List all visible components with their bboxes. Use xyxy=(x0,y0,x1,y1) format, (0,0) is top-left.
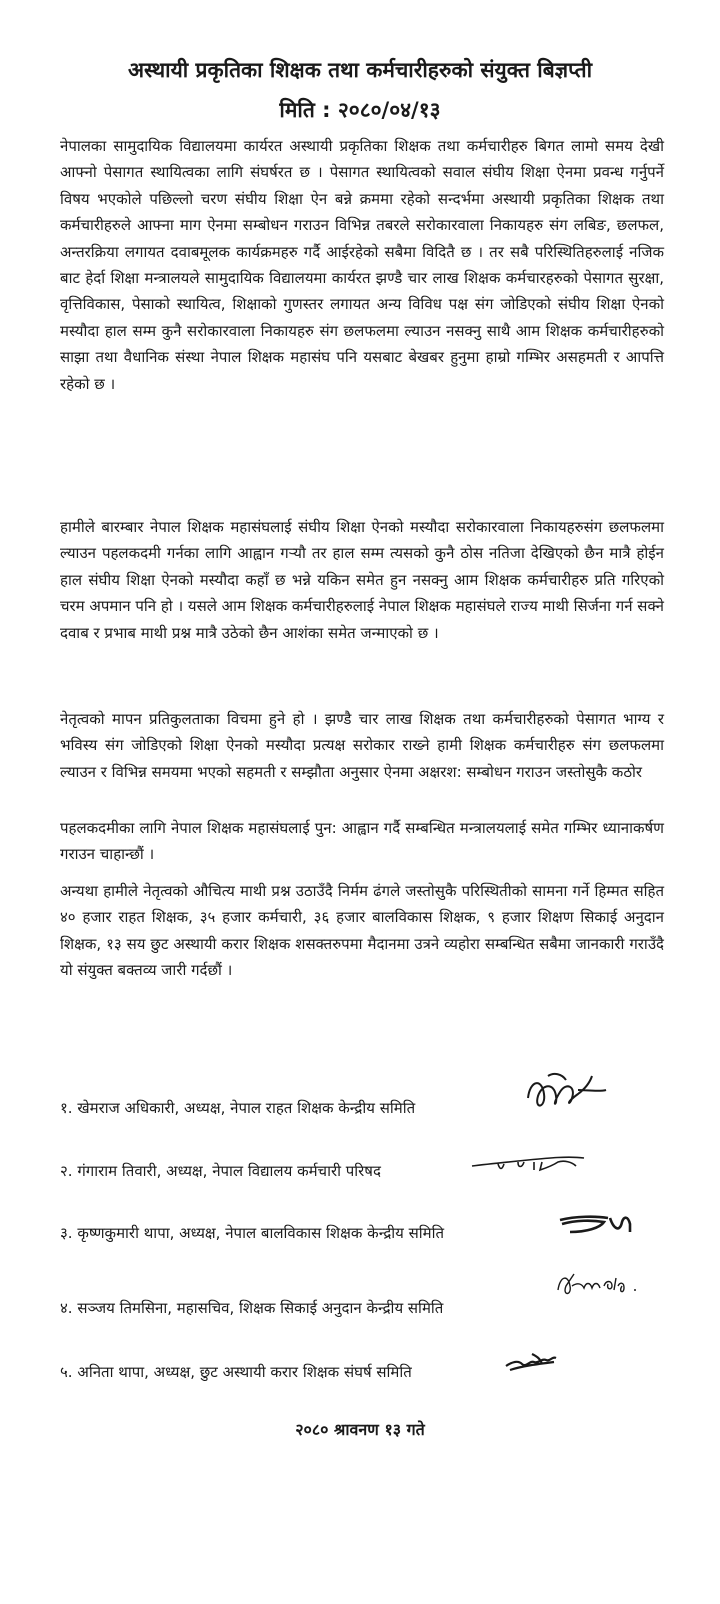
signature-5 xyxy=(502,1350,562,1376)
document-date: मिति : २०८०/०४/१३ xyxy=(279,98,441,122)
signatory-text: कृष्णकुमारी थापा, अध्यक्ष, नेपाल बालविकास शिक्षक केन्द्रीय समिति xyxy=(77,1224,445,1242)
signatory-text: सञ्जय तिमसिना, महासचिव, शिक्षक सिकाई अनुदान केन्द्रीय समिति xyxy=(77,1299,444,1317)
paragraph-4: पहलकदमीका लागि नेपाल शिक्षक महासंघलाई पुन: आह्वान गर्दै सम्बन्धित मन्त्रालयलाई समेत गम्भिर ध्यानाकर्षण गराउन चाहान्छौं । xyxy=(60,819,664,864)
signatory-2 xyxy=(60,1160,381,1182)
signatory-number: १. xyxy=(60,1099,73,1117)
document-title: अस्थायी प्रकृतिका शिक्षक तथा कर्मचारीहरुको संयुक्त बिज्ञप्ती xyxy=(127,58,593,82)
paragraph-5: अन्यथा हामीले नेतृत्वको औचित्य माथी प्रश्न उठाउँदै निर्मम ढंगले जस्तोसुकै परिस्थितीको सामना गर्ने हिम्मत सहित ४० हजार राहत शिक्षक, ३५ हजार कर्मचारी, ३६ हजार बालविकास शिक्षक, ९ हजार शिक्षण सिकाई अनुदान शिक्षक, १३ सय छुट अस्थायी करार शिक्षक शसक्तरुपमा मैदानमा उत्रने व्यहोरा सम्बन्धित सबैमा जानकारी गराउँदै यो संयुक्त बक्तव्य जारी गर्दछौं । xyxy=(60,882,664,980)
paragraph-2: हामीले बारम्बार नेपाल शिक्षक महासंघलाई संघीय शिक्षा ऐनको मस्यौदा सरोकारवाला निकायहरुसंग छलफलमा ल्याउन पहलकदमी गर्नका लागि आह्वान गर्‍यौ तर हाल सम्म त्यसको कुनै ठोस नतिजा देखिएको छैन मात्रै होईन हाल संघीय शिक्षा ऐनको मस्यौदा कहाँ छ भन्ने यकिन समेत हुन नसक्नु आम शिक्षक कर्मचारीहरु प्रति गरिएको चरम अपमान पनि हो । यसले आम शिक्षक कर्मचारीहरुलाई नेपाल शिक्षक महासंघले राज्य माथी सिर्जना गर्न सक्ने दवाब र प्रभाब माथी प्रश्न मात्रै उठेको छैन आशंका समेत जन्माएको छ । xyxy=(60,518,664,642)
paragraph-3: नेतृत्वको मापन प्रतिकुलताका विचमा हुने हो । झण्डै चार लाख शिक्षक तथा कर्मचारीहरुको पेसागत भाग्य र भविस्य संग जोडिएको शिक्षा ऐनको मस्यौदा प्रत्यक्ष सरोकार राख्ने हामी शिक्षक कर्मचारीहरु संग छलफलमा ल्याउन र विभिन्न समयमा भएको सहमती र सम्झौता अनुसार ऐनमा अक्षरश: सम्बोधन गराउन जस्तोसुकै कठोर xyxy=(60,710,664,781)
signature-1 xyxy=(520,1068,610,1116)
paragraph-1: नेपालका सामुदायिक विद्यालयमा कार्यरत अस्थायी प्रकृतिका शिक्षक तथा कर्मचारीहरु बिगत लामो समय देखी आफ्नो पेसागत स्थायित्वका लागि संघर्षरत छ । पेसागत स्थायित्वको सवाल संघीय शिक्षा ऐनमा प्रवन्ध गर्नुपर्ने विषय भएकोले पछिल्लो चरण संघीय शिक्षा ऐन बन्ने क्रममा रहेको सन्दर्भमा अस्थायी प्रकृतिका शिक्षक तथा कर्मचारीहरुले आफ्ना माग ऐनमा सम्बोधन गराउन विभिन्न तबरले सरोकारवाला निकायहरु संग लबिङ, छलफल, अन्तरक्रिया लगायत दवाबमूलक कार्यक्रमहरु गर्दै आईरहेको सबैमा विदितै छ । तर सबै परिस्थितिहरुलाई नजिक बाट हेर्दा शिक्षा मन्त्रालयले सामुदायिक विद्यालयमा कार्यरत झण्डै चार लाख शिक्षक कर्मचारहरुको पेसागत सुरक्षा, वृत्तिविकास, पेसाको स्थायित्व, शिक्षाको गुणस्तर लगायत अन्य विविध पक्ष संग जोडिएको संघीय शिक्षा ऐनको मस्यौदा हाल सम्म कुनै सरोकारवाला निकायहरु संग छलफलमा ल्याउन नसक्नु साथै आम शिक्षक कर्मचारीहरुको साझा तथा वैधानिक संस्था नेपाल शिक्षक महासंघ पनि यसबाट बेखबर हुनुमा हाम्रो गम्भिर असहमती र आपत्ति रहेको छ । xyxy=(60,137,664,393)
signatory-number: ३. xyxy=(60,1224,73,1242)
signatory-text: गंगाराम तिवारी, अध्यक्ष, नेपाल विद्यालय कर्मचारी परिषद xyxy=(77,1162,381,1180)
signatory-number: २. xyxy=(60,1162,73,1180)
signatory-3 xyxy=(60,1222,444,1244)
signatory-number: ४. xyxy=(60,1299,73,1317)
signature-2 xyxy=(468,1150,588,1178)
signatory-5 xyxy=(60,1361,412,1383)
signatory-number: ५. xyxy=(60,1363,73,1381)
signatory-text: अनिता थापा, अध्यक्ष, छुट अस्थायी करार शिक्षक संघर्ष समिति xyxy=(77,1363,412,1381)
signatory-1 xyxy=(60,1097,415,1119)
signatory-4 xyxy=(60,1297,443,1319)
signature-3 xyxy=(556,1210,636,1238)
signatory-text: खेमराज अधिकारी, अध्यक्ष, नेपाल राहत शिक्षक केन्द्रीय समिति xyxy=(77,1099,416,1117)
footer-date: २०८० श्रावनण १३ गते xyxy=(295,1420,425,1439)
signature-4 xyxy=(552,1268,642,1304)
